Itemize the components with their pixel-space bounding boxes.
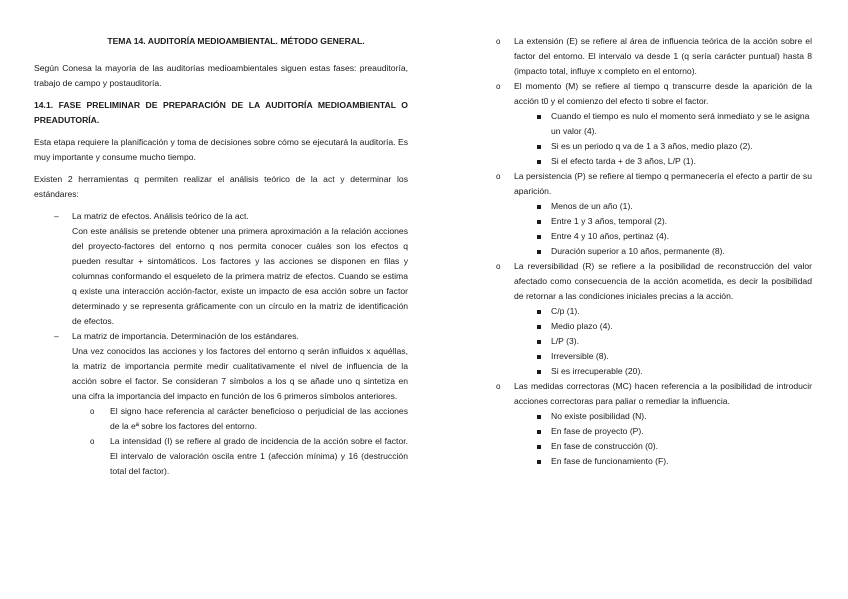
sub-list-item-text: C/p (1). (551, 306, 580, 316)
sub-list-item (514, 214, 812, 229)
sub-list-item (514, 139, 812, 154)
circle-bullet: o (496, 262, 501, 271)
sub-list-item-text: Duración superior a 10 años, permanente (8). (551, 246, 725, 256)
list-item-label: La matriz de importancia. Determinación de los estándares. (72, 331, 299, 341)
square-bullet-icon (537, 445, 541, 449)
square-bullet-icon (537, 355, 541, 359)
square-bullet-icon (537, 160, 541, 164)
square-bullet-icon (537, 460, 541, 464)
square-bullet-icon (537, 430, 541, 434)
list-item-text: El momento (M) se refiere al tiempo q transcurre desde la aparición de la acción t0 y el comienzo del efecto ti sobre el factor. (514, 81, 812, 106)
sub-list (514, 109, 812, 169)
intro-paragraph: Según Conesa la mayoría de las auditorías medioambientales siguen estas fases: preauditoría, trabajo de campo y postauditoría. (34, 63, 408, 88)
list-item (34, 329, 408, 479)
list-item-text: El signo hace referencia al carácter beneficioso o perjudicial de las acciones de la eª sobre los factores del entorno. (110, 406, 408, 431)
sub-list-item (514, 409, 812, 424)
list-item-text: Las medidas correctoras (MC) hacen referencia a la posibilidad de introducir acciones correctoras para paliar o remediar la influencia. (514, 381, 812, 406)
circle-bullet: o (496, 382, 501, 391)
sub-list-item-text: En fase de construcción (0). (551, 441, 658, 451)
square-bullet-icon (537, 235, 541, 239)
list-item (34, 209, 408, 329)
list-item (72, 404, 408, 434)
list-item (496, 34, 812, 79)
sub-list (514, 199, 812, 259)
list-item-text: La extensión (E) se refiere al área de influencia teórica de la acción sobre el factor del entorno. El intervalo va desde 1 (q sería carácter puntual) hasta 8 (impacto total, influye x completo en el entorno). (514, 36, 812, 76)
sub-list-item (514, 454, 812, 469)
sub-list-item (514, 109, 812, 139)
sub-list-item (514, 334, 812, 349)
dash-bullet: – (54, 211, 59, 221)
list-item-text: La intensidad (I) se refiere al grado de incidencia de la acción sobre el factor. El intervalo de valoración oscila entre 1 (afección mínima) y 16 (destrucción total del factor). (110, 436, 408, 476)
left-column (34, 34, 408, 479)
sub-list-item (514, 199, 812, 214)
sub-list-item (514, 364, 812, 379)
square-bullet-icon (537, 220, 541, 224)
sub-list-item-text: L/P (3). (551, 336, 580, 346)
list-item-label: La matriz de efectos. Análisis teórico de la act. (72, 211, 249, 221)
right-column (496, 34, 812, 469)
symbols-list (72, 404, 408, 479)
circle-bullet: o (90, 437, 95, 446)
square-bullet-icon (537, 145, 541, 149)
square-bullet-icon (537, 310, 541, 314)
body-paragraph: Existen 2 herramientas q permiten realizar el análisis teórico de la act y determinar los estándares: (34, 174, 408, 199)
sub-list-item-text: Entre 4 y 10 años, pertinaz (4). (551, 231, 669, 241)
sub-list-item-text: Cuando el tiempo es nulo el momento será inmediato y se le asigna un valor (4). (551, 111, 810, 136)
list-item-text: La persistencia (P) se refiere al tiempo q permanecería el efecto a partir de su aparición. (514, 171, 812, 196)
sub-list-item (514, 424, 812, 439)
sub-list-item (514, 439, 812, 454)
sub-list-item-text: Entre 1 y 3 años, temporal (2). (551, 216, 668, 226)
square-bullet-icon (537, 415, 541, 419)
sub-list-item (514, 244, 812, 259)
sub-list-item (514, 229, 812, 244)
list-item (496, 169, 812, 259)
sub-list-item-text: Si el efecto tarda + de 3 años, L/P (1). (551, 156, 696, 166)
sub-list-item-text: Menos de un año (1). (551, 201, 633, 211)
circle-bullet: o (90, 407, 95, 416)
circle-bullet: o (496, 37, 501, 46)
sub-list (514, 409, 812, 469)
sub-list-item-text: En fase de proyecto (P). (551, 426, 644, 436)
list-item-text: La reversibilidad (R) se refiere a la posibilidad de reconstrucción del valor afectado como consecuencia de la acción acometida, es decir la posibilidad de retornar a las condiciones iniciales precias a la acción. (514, 261, 812, 301)
list-item (496, 79, 812, 169)
square-bullet-icon (537, 205, 541, 209)
list-item (496, 259, 812, 379)
page-title: TEMA 14. AUDITORÍA MEDIOAMBIENTAL. MÉTODO GENERAL. (107, 36, 365, 46)
list-item (72, 434, 408, 479)
dash-bullet: – (54, 331, 59, 341)
sub-list-item (514, 304, 812, 319)
square-bullet-icon (537, 250, 541, 254)
list-item-text: Una vez conocidos las acciones y los factores del entorno q serán influidos x aquéllas, la matriz de importancia permite medir cualitativamente el nivel de influencia de la acción sobre el factor. Se consideran 7 símbolos a los q se añade uno q sintetiza en una cifra la importancia del impacto en función de los 6 primeros símbolos anteriores. (72, 346, 408, 401)
square-bullet-icon (537, 115, 541, 119)
sub-list-item-text: Irreversible (8). (551, 351, 609, 361)
sub-list-item-text: Medio plazo (4). (551, 321, 613, 331)
tools-list (34, 209, 408, 479)
square-bullet-icon (537, 325, 541, 329)
square-bullet-icon (537, 340, 541, 344)
sub-list-item (514, 319, 812, 334)
sub-list-item-text: Si es un periodo q va de 1 a 3 años, medio plazo (2). (551, 141, 753, 151)
list-item-text: Con este análisis se pretende obtener una primera aproximación a la relación acciones del proyecto-factores del entorno q nos permita conocer cuáles son los efectos q pueden resultar + sintomáticos. Los factores y las acciones se disponen en filas y columnas conformando el esqueleto de la primera matriz de efectos. Cuando se estima q existe una interacción acción-factor, existe un impacto de esa acción sobre un factor determinado y se representa gráficamente con un círculo en la matriz de identificación de efectos. (72, 226, 408, 326)
body-paragraph: Esta etapa requiere la planificación y toma de decisiones sobre cómo se ejecutará la auditoría. Es muy importante y consume mucho tiempo. (34, 137, 408, 162)
sub-list-item-text: No existe posibilidad (N). (551, 411, 647, 421)
square-bullet-icon (537, 370, 541, 374)
sub-list-item-text: Si es irrecuperable (20). (551, 366, 643, 376)
list-item (496, 379, 812, 469)
sub-list-item (514, 154, 812, 169)
section-heading: 14.1. FASE PRELIMINAR DE PREPARACIÓN DE LA AUDITORÍA MEDIOAMBIENTAL O PREADUTORÍA. (34, 100, 408, 125)
sub-list (514, 304, 812, 379)
sub-list-item (514, 349, 812, 364)
circle-bullet: o (496, 172, 501, 181)
sub-list-item-text: En fase de funcionamiento (F). (551, 456, 669, 466)
circle-bullet: o (496, 82, 501, 91)
